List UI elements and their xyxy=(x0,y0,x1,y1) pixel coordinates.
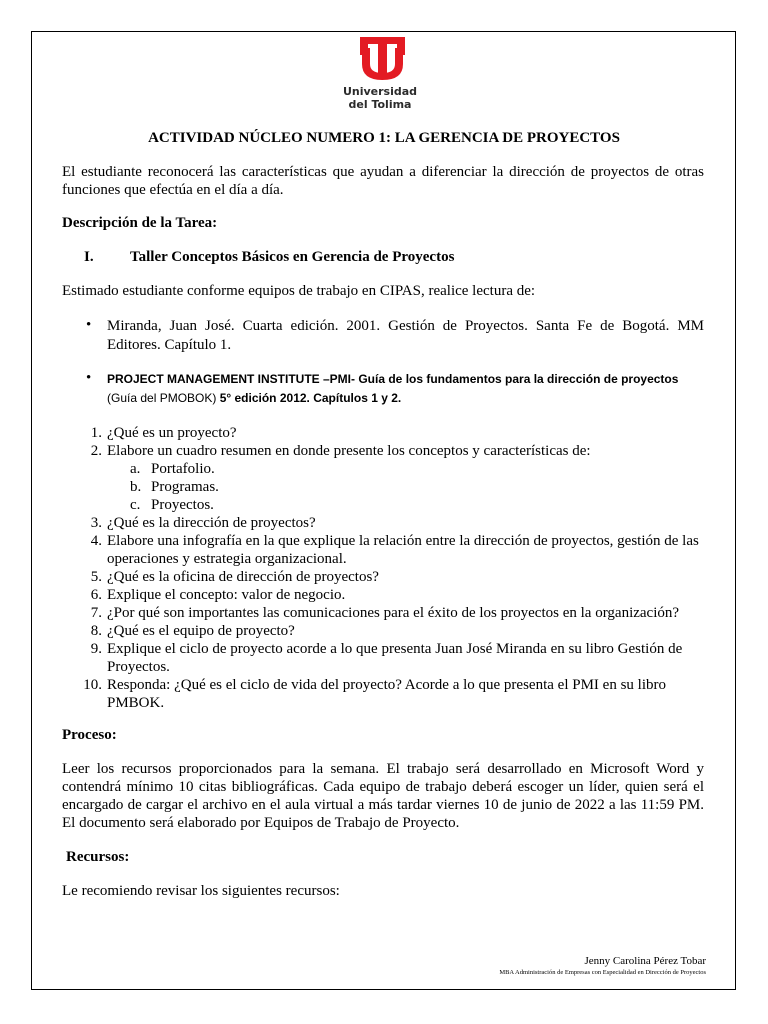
question-text: ¿Qué es la oficina de dirección de proyectos? xyxy=(107,569,379,585)
subitem-text: Portafolio. xyxy=(151,461,215,477)
question-text: Elabore una infografía en la que explique la relación entre la dirección de proyectos, gestión de las operaciones y estrategia organizacional. xyxy=(107,533,699,567)
question-text: ¿Por qué son importantes las comunicaciones para el éxito de los proyectos en la organización? xyxy=(107,605,680,621)
task-heading: Descripción de la Tarea: xyxy=(62,215,218,231)
question-text: Elabore un cuadro resumen en donde presente los conceptos y características de: xyxy=(107,443,591,459)
question-text: Responda: ¿Qué es el ciclo de vida del proyecto? Acorde a lo que presenta el PMI en su libro PMBOK. xyxy=(107,677,666,711)
question-number: 7. xyxy=(90,605,102,621)
question-number: 6. xyxy=(90,587,102,603)
question-number: 2. xyxy=(90,443,102,459)
document-title: ACTIVIDAD NÚCLEO NUMERO 1: LA GERENCIA DE PROYECTOS xyxy=(148,130,620,146)
intro-paragraph: El estudiante reconocerá las características que ayudan a diferenciar la dirección de proyectos de otras funciones que efectúa en el día a día. xyxy=(62,164,704,198)
question-text: Explique el concepto: valor de negocio. xyxy=(107,587,346,603)
logo-line1: Universidad xyxy=(342,85,418,98)
question-number: 3. xyxy=(90,515,102,531)
resources-heading: Recursos: xyxy=(66,849,130,865)
reading-intro: Estimado estudiante conforme equipos de trabajo en CIPAS, realice lectura de: xyxy=(62,283,536,299)
question-number: 4. xyxy=(90,533,102,549)
footer-author: Jenny Carolina Pérez Tobar xyxy=(584,955,706,967)
reading-2-bold-a: PROJECT MANAGEMENT INSTITUTE –PMI- Guía de los fundamentos para la dirección de proyectos xyxy=(107,372,679,386)
subitem-text: Programas. xyxy=(151,479,219,495)
question-text: ¿Qué es el equipo de proyecto? xyxy=(107,623,295,639)
subitem-text: Proyectos. xyxy=(151,497,214,513)
reading-2-bold-b: 5° edición 2012. Capítulos 1 y 2. xyxy=(219,391,402,405)
question-number: 1. xyxy=(90,425,102,441)
university-logo xyxy=(335,36,425,116)
question-text: ¿Qué es un proyecto? xyxy=(107,425,237,441)
reading-1: Miranda, Juan José. Cuarta edición. 2001. Gestión de Proyectos. Santa Fe de Bogotá. MM Editores. Capítulo 1. xyxy=(107,318,704,353)
question-number: 9. xyxy=(90,641,102,657)
reading-2 xyxy=(107,370,704,408)
logo-line2: del Tolima xyxy=(348,98,412,111)
question-number: 10. xyxy=(83,677,102,693)
question-number: 8. xyxy=(90,623,102,639)
section-title: Taller Conceptos Básicos en Gerencia de Proyectos xyxy=(130,249,455,265)
resources-text: Le recomiendo revisar los siguientes recursos: xyxy=(62,883,340,899)
university-shield-icon xyxy=(335,36,425,84)
subitem-letter: a. xyxy=(130,461,141,477)
question-text: Explique el ciclo de proyecto acorde a lo que presenta Juan José Miranda en su libro Gestión de Proyectos. xyxy=(107,641,683,675)
subitem-letter: b. xyxy=(130,479,142,495)
process-heading: Proceso: xyxy=(62,727,117,743)
section-numeral: I. xyxy=(84,249,94,265)
process-text: Leer los recursos proporcionados para la semana. El trabajo será desarrollado en Microsoft Word y contendrá mínimo 10 citas bibliográficas. Cada equipo de trabajo deberá escoger un líder, quien será el encargado de cargar el archivo en el aula virtual a más tardar viernes 10 de junio de 2022 a las 11:59 PM. El documento será elaborado por Equipos de Trabajo de Proyecto. xyxy=(62,761,704,831)
question-number: 5. xyxy=(90,569,102,585)
reading-2-normal: (Guía del PMOBOK) xyxy=(107,391,220,405)
question-text: ¿Qué es la dirección de proyectos? xyxy=(107,515,316,531)
bullet-1: • xyxy=(86,317,92,333)
footer-degree: MBA Administración de Empresas con Especialidad en Dirección de Proyectos xyxy=(499,969,706,976)
subitem-letter: c. xyxy=(130,497,141,513)
bullet-2: • xyxy=(86,370,92,386)
